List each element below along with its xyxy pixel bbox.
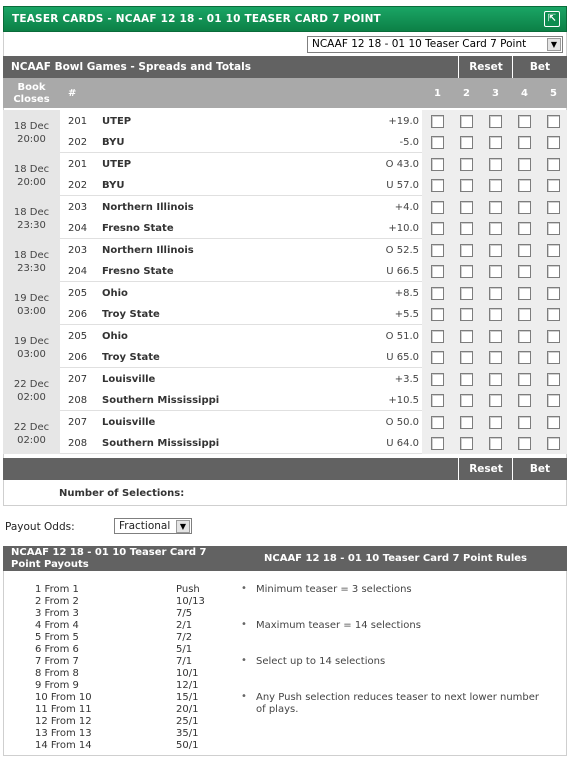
- number-header: #: [68, 88, 77, 99]
- bullet-icon: •: [241, 619, 247, 630]
- selection-line: [3, 369, 567, 390]
- pick-checkbox-2[interactable]: [460, 222, 473, 235]
- rotation-number: 202: [68, 180, 88, 191]
- rotation-number: 207: [68, 374, 88, 385]
- pick-checkbox-1[interactable]: [431, 416, 444, 429]
- pick-header-5: 5: [550, 88, 557, 99]
- pick-checkbox-2[interactable]: [460, 179, 473, 192]
- close-datetime: 18 Dec: [13, 207, 50, 218]
- teaser-cards-title-bar: [3, 6, 567, 32]
- selection-line: [3, 304, 567, 325]
- selection-line: [3, 154, 567, 175]
- line-odds: +10.5: [388, 395, 419, 406]
- payout-odds: 20/1: [176, 704, 199, 715]
- pick-checkbox-3[interactable]: [489, 351, 502, 364]
- pick-checkbox-4[interactable]: [518, 351, 531, 364]
- payout-selections: 2 From 2: [35, 596, 79, 607]
- pick-checkbox-1[interactable]: [431, 158, 444, 171]
- payout-odds: 12/1: [176, 680, 199, 691]
- pick-checkbox-1[interactable]: [431, 287, 444, 300]
- payout-odds: 25/1: [176, 716, 199, 727]
- pick-checkbox-3[interactable]: [489, 115, 502, 128]
- pick-checkbox-5[interactable]: [547, 265, 560, 278]
- payout-selections: 13 From 13: [35, 728, 92, 739]
- rotation-number: 204: [68, 266, 88, 277]
- payout-odds: 7/2: [176, 632, 193, 643]
- payout-odds-label: Payout Odds:: [5, 521, 75, 533]
- event-row: [3, 196, 567, 239]
- chevron-down-icon[interactable]: ▼: [547, 38, 561, 51]
- payout-odds: 2/1: [176, 620, 193, 631]
- pick-checkbox-2[interactable]: [460, 115, 473, 128]
- pick-checkbox-2[interactable]: [460, 244, 473, 257]
- payout-selections: 12 From 12: [35, 716, 92, 727]
- pick-checkbox-3[interactable]: [489, 437, 502, 450]
- pick-checkbox-1[interactable]: [431, 265, 444, 278]
- line-odds: U 65.0: [386, 352, 419, 363]
- column-header-row: [3, 78, 567, 108]
- pick-checkbox-5[interactable]: [547, 330, 560, 343]
- close-datetime: 22 Dec: [13, 422, 50, 433]
- payouts-title: NCAAF 12 18 - 01 10 Teaser Card 7 Point Payouts: [11, 547, 207, 570]
- payout-selections: 4 From 4: [35, 620, 79, 631]
- selection-line: [3, 412, 567, 433]
- payout-selections: 3 From 3: [35, 608, 79, 619]
- payout-selections: 1 From 1: [35, 584, 79, 595]
- pick-header-1: 1: [434, 88, 441, 99]
- pick-checkbox-3[interactable]: [489, 308, 502, 321]
- line-odds: O 51.0: [385, 331, 419, 342]
- payout-selections: 14 From 14: [35, 740, 92, 751]
- reset-button-bottom[interactable]: Reset: [458, 458, 513, 480]
- pick-checkbox-4[interactable]: [518, 373, 531, 386]
- payouts-rules-body: [3, 571, 567, 756]
- pick-checkbox-1[interactable]: [431, 351, 444, 364]
- event-row: [3, 368, 567, 411]
- team-name: Ohio: [102, 331, 128, 342]
- team-name: Troy State: [102, 352, 160, 363]
- selection-line: [3, 111, 567, 132]
- pick-checkbox-1[interactable]: [431, 308, 444, 321]
- rotation-number: 206: [68, 352, 88, 363]
- event-row: [3, 110, 567, 153]
- pick-checkbox-1[interactable]: [431, 373, 444, 386]
- pick-checkbox-4[interactable]: [518, 394, 531, 407]
- rule-text: Any Push selection reduces teaser to next lower number of plays.: [256, 692, 540, 715]
- payout-odds: 7/5: [176, 608, 193, 619]
- bet-button[interactable]: Bet: [512, 56, 567, 78]
- chevron-down-icon[interactable]: ▼: [176, 520, 190, 533]
- payout-odds: 7/1: [176, 656, 193, 667]
- rotation-number: 208: [68, 438, 88, 449]
- selection-line: [3, 283, 567, 304]
- selection-line: [3, 240, 567, 261]
- pick-checkbox-5[interactable]: [547, 416, 560, 429]
- selection-line: [3, 197, 567, 218]
- pick-checkbox-3[interactable]: [489, 416, 502, 429]
- event-row: [3, 153, 567, 196]
- rotation-number: 201: [68, 116, 88, 127]
- line-odds: +3.5: [394, 374, 419, 385]
- payout-selections: 10 From 10: [35, 692, 92, 703]
- pick-checkbox-3[interactable]: [489, 394, 502, 407]
- pick-header-3: 3: [492, 88, 499, 99]
- rotation-number: 204: [68, 223, 88, 234]
- bullet-icon: •: [241, 583, 247, 594]
- close-datetime: 23:30: [17, 263, 46, 274]
- line-odds: O 50.0: [385, 417, 419, 428]
- pick-checkbox-1[interactable]: [431, 244, 444, 257]
- pick-checkbox-1[interactable]: [431, 201, 444, 214]
- pick-checkbox-4[interactable]: [518, 265, 531, 278]
- pick-checkbox-5[interactable]: [547, 437, 560, 450]
- pick-checkbox-2[interactable]: [460, 416, 473, 429]
- rule-text: Maximum teaser = 14 selections: [256, 620, 421, 631]
- pick-checkbox-5[interactable]: [547, 394, 560, 407]
- rotation-number: 203: [68, 202, 88, 213]
- payout-selections: 6 From 6: [35, 644, 79, 655]
- payout-odds: 15/1: [176, 692, 199, 703]
- team-name: Ohio: [102, 288, 128, 299]
- pick-checkbox-3[interactable]: [489, 222, 502, 235]
- team-name: Troy State: [102, 309, 160, 320]
- team-name: Southern Mississippi: [102, 395, 220, 406]
- close-datetime: 23:30: [17, 220, 46, 231]
- payouts-rules-header: [3, 546, 567, 571]
- payout-odds: 50/1: [176, 740, 199, 751]
- close-datetime: 18 Dec: [13, 121, 50, 132]
- event-row: [3, 411, 567, 454]
- pick-checkbox-2[interactable]: [460, 136, 473, 149]
- team-name: BYU: [102, 137, 125, 148]
- payout-selections: 7 From 7: [35, 656, 79, 667]
- rule-text: Minimum teaser = 3 selections: [256, 584, 412, 595]
- line-odds: O 43.0: [385, 159, 419, 170]
- rotation-number: 206: [68, 309, 88, 320]
- event-row: [3, 239, 567, 282]
- bet-button-bottom[interactable]: Bet: [512, 458, 567, 480]
- payout-odds: 10/13: [176, 596, 205, 607]
- pick-checkbox-2[interactable]: [460, 330, 473, 343]
- bullet-icon: •: [241, 655, 247, 666]
- teaser-card-select-value: NCAAF 12 18 - 01 10 Teaser Card 7 Point: [312, 38, 527, 50]
- pick-checkbox-2[interactable]: [460, 287, 473, 300]
- team-name: Louisville: [102, 374, 156, 385]
- payout-odds-value: Fractional: [119, 520, 171, 532]
- pick-checkbox-5[interactable]: [547, 244, 560, 257]
- pick-checkbox-1[interactable]: [431, 394, 444, 407]
- pick-checkbox-3[interactable]: [489, 330, 502, 343]
- pick-checkbox-4[interactable]: [518, 437, 531, 450]
- pick-checkbox-4[interactable]: [518, 179, 531, 192]
- close-datetime: 18 Dec: [13, 164, 50, 175]
- team-name: Fresno State: [102, 223, 174, 234]
- book-closes-header: [3, 82, 60, 106]
- line-odds: +5.5: [394, 309, 419, 320]
- pick-checkbox-5[interactable]: [547, 287, 560, 300]
- selection-line: [3, 261, 567, 282]
- payout-selections: 9 From 9: [35, 680, 79, 691]
- pick-checkbox-4[interactable]: [518, 330, 531, 343]
- pick-checkbox-1[interactable]: [431, 179, 444, 192]
- reset-button[interactable]: Reset: [458, 56, 513, 78]
- close-datetime: 19 Dec: [13, 293, 50, 304]
- line-odds: +4.0: [394, 202, 419, 213]
- footer-action-bar: [3, 458, 567, 480]
- rule-text: Select up to 14 selections: [256, 656, 386, 667]
- pick-checkbox-5[interactable]: [547, 115, 560, 128]
- line-odds: +19.0: [388, 116, 419, 127]
- line-odds: +8.5: [394, 288, 419, 299]
- pick-checkbox-1[interactable]: [431, 115, 444, 128]
- line-odds: -5.0: [399, 137, 419, 148]
- selection-line: [3, 347, 567, 368]
- payout-odds: Push: [176, 584, 200, 595]
- selection-line: [3, 433, 567, 454]
- pick-checkbox-1[interactable]: [431, 330, 444, 343]
- close-datetime: 20:00: [17, 134, 46, 145]
- rotation-number: 202: [68, 137, 88, 148]
- team-name: Louisville: [102, 417, 156, 428]
- pick-checkbox-4[interactable]: [518, 158, 531, 171]
- close-datetime: 20:00: [17, 177, 46, 188]
- pick-checkbox-5[interactable]: [547, 179, 560, 192]
- payout-odds: 35/1: [176, 728, 199, 739]
- team-name: UTEP: [102, 159, 132, 170]
- team-name: Fresno State: [102, 266, 174, 277]
- payout-odds-select[interactable]: [114, 518, 192, 534]
- pick-checkbox-2[interactable]: [460, 308, 473, 321]
- payout-odds: 10/1: [176, 668, 199, 679]
- payout-odds: 5/1: [176, 644, 193, 655]
- selection-line: [3, 326, 567, 347]
- pick-checkbox-5[interactable]: [547, 308, 560, 321]
- pick-checkbox-2[interactable]: [460, 201, 473, 214]
- pick-checkbox-1[interactable]: [431, 222, 444, 235]
- team-name: Northern Illinois: [102, 245, 194, 256]
- pick-checkbox-4[interactable]: [518, 287, 531, 300]
- team-name: BYU: [102, 180, 125, 191]
- teaser-card-select[interactable]: [307, 36, 563, 53]
- pick-checkbox-3[interactable]: [489, 158, 502, 171]
- pick-checkbox-5[interactable]: [547, 222, 560, 235]
- rotation-number: 205: [68, 331, 88, 342]
- expand-icon[interactable]: ⇱: [544, 11, 560, 27]
- rotation-number: 207: [68, 417, 88, 428]
- event-row: [3, 282, 567, 325]
- rotation-number: 205: [68, 288, 88, 299]
- section-title: NCAAF Bowl Games - Spreads and Totals: [11, 61, 251, 73]
- payout-selections: 5 From 5: [35, 632, 79, 643]
- selection-line: [3, 218, 567, 239]
- pick-checkbox-3[interactable]: [489, 373, 502, 386]
- event-row: [3, 325, 567, 368]
- rules-title: NCAAF 12 18 - 01 10 Teaser Card 7 Point Rules: [264, 553, 527, 564]
- team-name: UTEP: [102, 116, 132, 127]
- pick-checkbox-3[interactable]: [489, 179, 502, 192]
- pick-checkbox-4[interactable]: [518, 416, 531, 429]
- rotation-number: 203: [68, 245, 88, 256]
- pick-checkbox-2[interactable]: [460, 351, 473, 364]
- pick-header-4: 4: [521, 88, 528, 99]
- pick-checkbox-3[interactable]: [489, 136, 502, 149]
- pick-checkbox-4[interactable]: [518, 136, 531, 149]
- book-header-label: Book: [17, 82, 46, 93]
- number-of-selections-label: Number of Selections:: [59, 488, 185, 499]
- section-header: [3, 56, 567, 78]
- closes-header-label: Closes: [13, 94, 50, 105]
- pick-checkbox-2[interactable]: [460, 394, 473, 407]
- team-name: Northern Illinois: [102, 202, 194, 213]
- pick-checkbox-2[interactable]: [460, 158, 473, 171]
- pick-checkbox-1[interactable]: [431, 437, 444, 450]
- line-odds: U 64.0: [386, 438, 419, 449]
- pick-checkbox-3[interactable]: [489, 201, 502, 214]
- line-odds: O 52.5: [385, 245, 419, 256]
- pick-checkbox-2[interactable]: [460, 373, 473, 386]
- pick-checkbox-5[interactable]: [547, 158, 560, 171]
- payout-selections: 8 From 8: [35, 668, 79, 679]
- close-datetime: 03:00: [17, 306, 46, 317]
- pick-checkbox-5[interactable]: [547, 201, 560, 214]
- pick-checkbox-2[interactable]: [460, 265, 473, 278]
- pick-checkbox-5[interactable]: [547, 351, 560, 364]
- rotation-number: 208: [68, 395, 88, 406]
- selection-line: [3, 175, 567, 196]
- close-datetime: 18 Dec: [13, 250, 50, 261]
- line-odds: +10.0: [388, 223, 419, 234]
- pick-checkbox-4[interactable]: [518, 115, 531, 128]
- rotation-number: 201: [68, 159, 88, 170]
- bullet-icon: •: [241, 691, 247, 702]
- pick-checkbox-4[interactable]: [518, 222, 531, 235]
- team-name: Southern Mississippi: [102, 438, 220, 449]
- pick-checkbox-5[interactable]: [547, 373, 560, 386]
- close-datetime: 03:00: [17, 349, 46, 360]
- pick-checkbox-3[interactable]: [489, 265, 502, 278]
- pick-checkbox-4[interactable]: [518, 308, 531, 321]
- line-odds: U 66.5: [386, 266, 419, 277]
- pick-checkbox-1[interactable]: [431, 136, 444, 149]
- page-title: TEASER CARDS - NCAAF 12 18 - 01 10 TEASER CARD 7 POINT: [12, 13, 381, 25]
- pick-checkbox-4[interactable]: [518, 244, 531, 257]
- close-datetime: 22 Dec: [13, 379, 50, 390]
- selection-line: [3, 390, 567, 411]
- pick-checkbox-3[interactable]: [489, 244, 502, 257]
- pick-checkbox-5[interactable]: [547, 136, 560, 149]
- close-datetime: 02:00: [17, 435, 46, 446]
- pick-checkbox-4[interactable]: [518, 201, 531, 214]
- payout-selections: 11 From 11: [35, 704, 92, 715]
- pick-checkbox-3[interactable]: [489, 287, 502, 300]
- line-odds: U 57.0: [386, 180, 419, 191]
- pick-header-2: 2: [463, 88, 470, 99]
- close-datetime: 19 Dec: [13, 336, 50, 347]
- close-datetime: 02:00: [17, 392, 46, 403]
- selection-line: [3, 132, 567, 153]
- pick-checkbox-2[interactable]: [460, 437, 473, 450]
